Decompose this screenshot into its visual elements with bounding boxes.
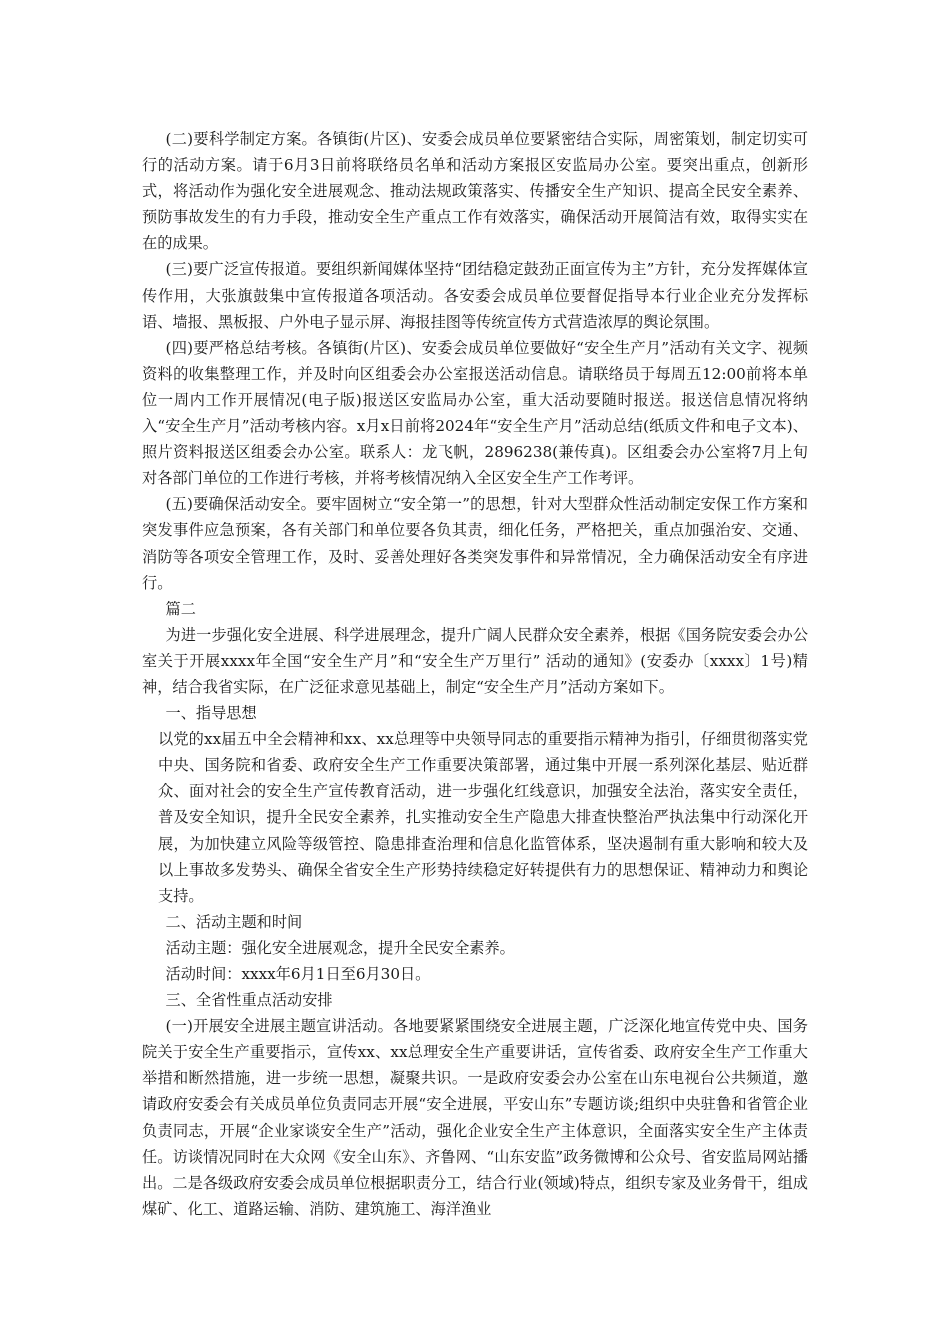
section-heading-key-activities: 三、全省性重点活动安排 — [165, 991, 333, 1010]
section-heading-theme-time: 二、活动主题和时间 — [165, 912, 303, 931]
paragraph-publicity: (三)要广泛宣传报道。要组织新闻媒体坚持“团结稳定鼓劲正面宣传为主”方针，充分发挥媒体宣传作用，大张旗鼓集中宣传报道各项活动。各安委会成员单位要督促指导本行业企业充分发挥标语、墙报、黑板报、户外电子显示屏、海报挂图等传统宣传方式营造浓厚的舆论氛围。 — [142, 260, 808, 331]
paragraph-theme: 活动主题：强化安全进展观念，提升全民安全素养。 — [165, 938, 515, 957]
paragraph-safety: (五)要确保活动安全。要牢固树立“安全第一”的思想，针对大型群众性活动制定安保工作方案和突发事件应急预案，各有关部门和单位要各负其责，细化任务，严格把关，重点加强治安、交通、消防等各项安全管理工作，及时、妥善处理好各类突发事件和异常情况，全力确保活动安全有序进行。 — [142, 495, 808, 592]
paragraph-intro: 为进一步强化安全进展、科学进展理念，提升广阔人民群众安全素养，根据《国务院安委会办公室关于开展xxxx年全国“安全生产月”和“安全生产万里行” 活动的通知》(安委办〔xxxx〕1号)精神，结合我省实际，在广泛征求意见基础上，制定“安全生产月”活动方案如下。 — [142, 625, 808, 696]
paragraph-assessment: (四)要严格总结考核。各镇街(片区)、安委会成员单位要做好“安全生产月”活动有关文字、视频资料的收集整理工作，并及时向区组委会办公室报送活动信息。请联络员于每周五12:00前将本单位一周内工作开展情况(电子版)报送区安监局办公室，重大活动要随时报送。报送信息情况将纳入“安全生产月”活动考核内容。x月x日前将2024年“安全生产月”活动总结(纸质文件和电子文本)、照片资料报送区组委会办公室。联系人：龙飞帆，2896238(兼传真)。区组委会办公室将7月上旬对各部门单位的工作进行考核，并将考核情况纳入全区安全生产工作考评。 — [142, 338, 808, 488]
section-heading-guiding-idea: 一、指导思想 — [165, 704, 257, 723]
paragraph-guiding-idea: 以党的xx届五中全会精神和xx、xx总理等中央领导同志的重要指示精神为指引，仔细贯彻落实党中央、国务院和省委、政府安全生产工作重要决策部署，通过集中开展一系列深化基层、贴近群众、面对社会的安全生产宣传教育活动，进一步强化红线意识，加强安全法治，落实安全责任，普及安全知识，提升全民安全素养，扎实推动安全生产隐患大排查快整治严执法集中行动深化开展，为加快建立风险等级管控、隐患排查治理和信息化监管体系，坚决遏制有重大影响和较大及以上事故多发势头、确保全省安全生产形势持续稳定好转提供有力的思想保证、精神动力和舆论支持。 — [158, 730, 808, 905]
paragraph-key-activity-one: (一)开展安全进展主题宣讲活动。各地要紧紧围绕安全进展主题，广泛深化地宣传党中央、国务院关于安全生产重要指示，宣传xx、xx总理安全生产重要讲话，宣传省委、政府安全生产工作重大举措和断然措施，进一步统一思想，凝聚共识。一是政府安委会办公室在山东电视台公共频道，邀请政府安委会有关成员单位负责同志开展“安全进展，平安山东”专题访谈;组织中央驻鲁和省管企业负责同志，开展“企业家谈安全生产”活动，强化企业安全生产主体意识，全面落实安全生产主体责任。访谈情况同时在大众网《安全山东》、齐鲁网、“山东安监”政务微博和公众号、省安监局网站播出。二是各级政府安委会成员单位根据职责分工，结合行业(领域)特点，组织专家及业务骨干，组成煤矿、化工、道路运输、消防、建筑施工、海洋渔业 — [142, 1017, 808, 1218]
paragraph-time: 活动时间：xxxx年6月1日至6月30日。 — [165, 965, 431, 983]
section-heading-part-two: 篇二 — [165, 599, 196, 618]
paragraph-scheme: (二)要科学制定方案。各镇街(片区)、安委会成员单位要紧密结合实际，周密策划，制定切实可行的活动方案。请于6月3日前将联络员名单和活动方案报区安监局办公室。要突出重点，创新形式，将活动作为强化安全进展观念、推动法规政策落实、传播安全生产知识、提高全民安全素养、预防事故发生的有力手段，推动安全生产重点工作有效落实，确保活动开展简洁有效，取得实实在在的成果。 — [142, 130, 808, 253]
document-body — [142, 126, 808, 1222]
